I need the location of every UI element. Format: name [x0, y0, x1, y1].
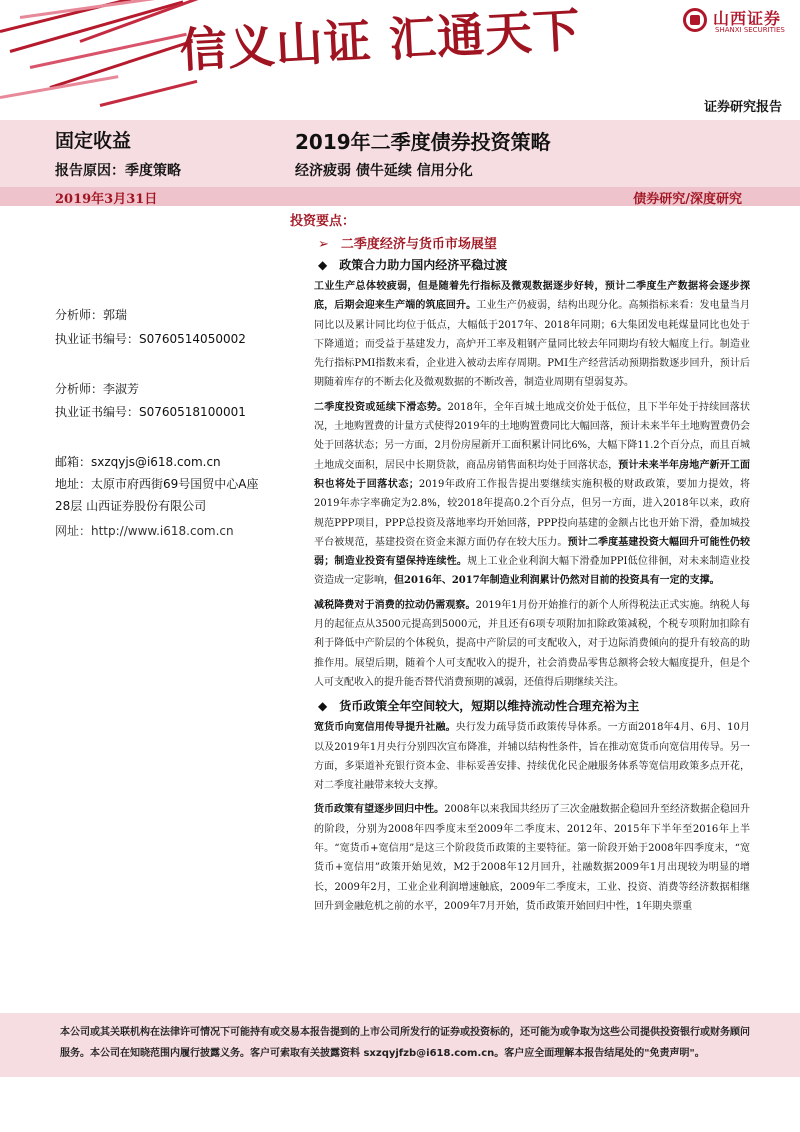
logo-icon [683, 8, 707, 32]
report-reason: 报告原因：季度策略 [55, 163, 181, 179]
paragraph: 减税降费对于消费的拉动仍需观察。2019年1月份开始推行的新个人所得税法正式实施。纳税人每月的起征点从3500元提高到5000元，并且还有6项专项附加扣除政策减税，个税专项附加扣除有利于降低中产阶层的个体税负，提高中产阶层的可支配收入，对于边际消费倾向的提升有较高的助推作用。展望后期，随着个人可支配收入的提升，社会消费品零售总额将会较大幅度提升，但是个人可支配收入的提升能否替代消费预期的减弱，还值得后期继续关注。 [314, 599, 751, 688]
section-heading: ➢ 二季度经济与货币市场展望 [318, 237, 497, 252]
paragraph: 二季度投资或延续下滑态势。2018年，全年百城土地成交价处于低位，且下半年处于持续回落状况，土地购置费的计量方式使得2019年的土地购置费同比大幅回落，预计未来半年土地购置费仍会处于回落状态；另一方面，2月份房屋新开工面积累计同比6%，大幅下降11.2个百分点，而且百城土地成交面积，居民中长期贷款，商品房销售面积均处于回落状态，预计未来半年房地产新开工面积也将处于回落状态；2019年政府工作报告提出要继续实施积极的财政政策，要加力提效，将2019年赤字率确定为2.8%，较2018年提高0.2个百分点，但另一方面，进入2018年以来，政府规范PPP项目，PPP总投资及落地率均开始回落，PPP投向基建的金额占比也开始下滑，叠加城投平台被规范，基建投资在资金来源方面仍存在较大压力。预计二季度基建投资大幅回升可能性仍较弱；制造业投资有望保持连续性。规上工业企业利润大幅下滑叠加PPI低位徘徊，对未来制造业投资造成一定影响，但2016年、2017年制造业利润累计仍然对目前的投资具有一定的支撑。 [314, 401, 751, 587]
arrow-bullet-icon: ➢ [318, 237, 329, 252]
slogan: 信义山证 汇通天下 [178, 2, 583, 79]
logo-cn: 山西证券 [713, 9, 782, 28]
analyst-2-name: 分析师：李淑芳 [55, 382, 140, 396]
header-banner [0, 0, 800, 120]
disclaimer: 本公司或其关联机构在法律许可情况下可能持有或交易本报告提到的上市公司所发行的证券或投资标的，还可能为或争取为这些公司提供投资银行或财务顾问服务。本公司在知晓范围内履行披露义务。客户可索取有关披露资料 sxzqyjfzb@i618.com.cn。客户应全面理解本报告结尾处的"免责声明"。 [60, 1027, 750, 1059]
paragraph: 宽货币向宽信用传导提升社融。央行发力疏导货币政策传导体系。一方面2018年4月、6月、10月以及2019年1月央行分别四次宣布降准，并辅以结构性条件，旨在推动宽货币向宽信用传导。另一方面，多渠道补充银行资本金、非标妥善安排、持续优化民企融服务体系等宽信用政策多点开花，对二季度社融带来较大支撑。 [314, 722, 751, 792]
paragraph: 工业生产总体较疲弱，但是随着先行指标及微观数据逐步好转，预计二季度生产数据将会逐步探底，后期会迎来生产端的筑底回升。工业生产仍疲弱，结构出现分化。高频指标来看：发电量当月同比以及累计同比均位于低点，大幅低于2017年、2018年同期；6大集团发电耗煤量同比也处于下降通道；而受益于基建发力，高炉开工率及粗钢产量同比较去年同期均有较大幅度上行。制造业先行指标PMI指数来看，企业进入被动去库存周期。PMI生产经营活动预期指数逐步回升，预计后期随着库存的不断去化及微观数据的不断改善，制造业周期有望弱复苏。 [314, 281, 751, 389]
contact-email: 邮箱：sxzqyjs@i618.com.cn [55, 455, 221, 469]
contact-address: 地址：太原市府西街69号国贸中心A座 [55, 477, 259, 491]
report-category: 债券研究/深度研究 [633, 192, 742, 207]
main-content [290, 210, 750, 921]
diamond-bullet-icon: ◆ [318, 699, 328, 714]
report-subtitle: 经济疲弱 债牛延续 信用分化 [295, 163, 473, 179]
contact-website[interactable]: 网址：http://www.i618.com.cn [55, 524, 234, 538]
company-logo [683, 6, 795, 36]
logo-en: SHANXI SECURITIES [715, 26, 785, 34]
sector-label: 固定收益 [55, 130, 132, 152]
key-points-heading: 投资要点： [290, 214, 356, 229]
subsection-heading: ◆ 货币政策全年空间较大，短期以维持流动性合理充裕为主 [318, 699, 640, 714]
analyst-2-cert: 执业证书编号：S0760518100001 [55, 405, 246, 419]
diamond-bullet-icon: ◆ [318, 258, 328, 272]
page-title: 2019年二季度债券投资策略 [295, 130, 551, 154]
paragraph: 货币政策有望逐步回归中性。2008年以来我国共经历了三次金融数据企稳回升至经济数据企稳回升的阶段，分别为2008年四季度末至2009年二季度末、2012年、2015年下半年至2016年上半年。“宽货币+宽信用”是这三个阶段货币政策的主要特征。第一阶段开始于2008年四季度末，“宽货币+宽信用”政策开始见效，M2于2008年12月回升，社融数据2009年1月出现较为明显的增长，2009年2月，工业企业利润增速触底，2009年二季度末，工业、投资、消费等经济数据相继回升到金融危机之前的水平，2009年7月开始，货币政策开始回归中性，1年期央票重 [314, 804, 751, 912]
report-date: 2019年3月31日 [55, 192, 158, 207]
subsection-heading: ◆ 政策合力助力国内经济平稳过渡 [318, 258, 508, 272]
report-type: 证券研究报告 [703, 100, 782, 115]
analyst-1-cert: 执业证书编号：S0760514050002 [55, 332, 246, 346]
contact-address-2: 28层 山西证券股份有限公司 [55, 499, 207, 513]
analyst-1-name: 分析师：郭瑞 [55, 308, 128, 322]
